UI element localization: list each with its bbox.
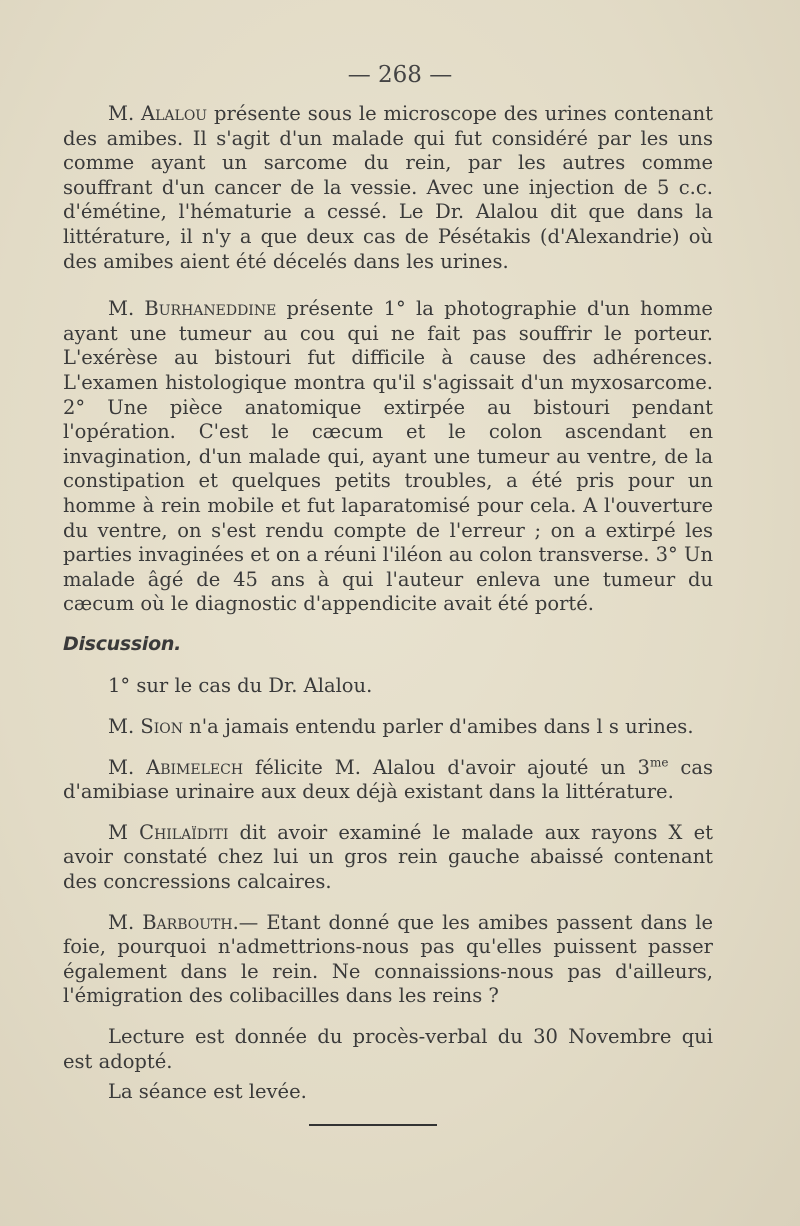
paragraph-burhaneddine bbox=[63, 297, 713, 617]
speaker-name: M. Alalou bbox=[108, 102, 208, 125]
paragraph-alalou bbox=[63, 102, 713, 274]
speaker-name: M. Barbouth. bbox=[108, 910, 239, 934]
speaker-name: M. Sion bbox=[108, 715, 183, 739]
end-rule bbox=[309, 1124, 437, 1126]
paragraph-closing: La séance est levée. bbox=[108, 1080, 307, 1104]
discussion-heading: Discussion. bbox=[63, 632, 182, 655]
paragraph-lecture: Lecture est donnée du procès-verbal du 30 Novembre qui est adopté. bbox=[63, 1025, 713, 1073]
speaker-name: M. Burhaneddine bbox=[108, 297, 277, 321]
paragraph-text: cas d'amibiase urinaire aux deux déjà existant dans la littérature. bbox=[63, 755, 713, 804]
paragraph-text: — Etant donné que les amibes passent dans le foie, pourquoi n'admettrions-nous pas qu'elles puissent passer également dans le rein. Ne connaissions-nous pas d'ailleurs, l'émigration des colibacilles dans les reins ? bbox=[63, 910, 713, 1008]
paragraph-text: dit avoir examiné le malade aux rayons X et avoir constaté chez lui un gros rein gauche abaissé contenant des concressions calcaires. bbox=[63, 820, 713, 894]
body-text bbox=[63, 102, 713, 1105]
paragraph-case: 1° sur le cas du Dr. Alalou. bbox=[108, 674, 373, 698]
paragraph-text: n'a jamais entendu parler d'amibes dans l s urines. bbox=[182, 715, 694, 739]
paragraph-sion bbox=[63, 715, 713, 740]
paragraph-text: présente sous le microscope des urines contenant des amibes. Il s'agit d'un malade qui fut considéré par les uns comme ayant un sarcome du rein, par les autres comme souffrant d'un cancer de la vessie. Avec une injection de 5 c.c. d'émétine, l'hématurie a cessé. Le Dr. Alalou dit que dans la littérature, il n'y a que deux cas de Pésétakis (d'Alexandrie) où des amibes aient été décelés dans les urines. bbox=[63, 102, 713, 273]
paragraph-abimelech bbox=[63, 756, 713, 805]
paragraph-chilaiditi bbox=[63, 821, 713, 895]
superscript: me bbox=[649, 755, 669, 770]
paragraph-text: présente 1° la photographie d'un homme ayant une tumeur au cou qui ne fait pas souffrir le porteur. L'exérèse au bistouri fut difficile à cause des adhérences. L'examen histologique montra qu'il s'agissait d'un myxosarcome. 2° Une pièce anatomique extirpée au bistouri pendant l'opération. C'est le cæcum et le colon ascendant en invagination, d'un malade qui, ayant une tumeur au ventre, de la constipation et quelques petits troubles, a été pris pour un homme à rein mobile et fut laparatomisé pour cela. A l'ouverture du ventre, on s'est rendu compte de l'erreur ; on a extirpé les parties invaginées et on a réuni l'iléon au colon transverse. 3° Un malade âgé de 45 ans à qui l'auteur enleva une tumeur du cæcum où le diagnostic d'appendicite avait été porté. bbox=[63, 297, 713, 616]
speaker-name: M. Abimelech bbox=[108, 755, 244, 779]
paragraph-barbouth bbox=[63, 911, 713, 1009]
page-number: — 268 — bbox=[347, 62, 453, 88]
speaker-name: M Chilaïditi bbox=[108, 820, 229, 844]
paragraph-text: félicite M. Alalou d'avoir ajouté un 3 bbox=[243, 755, 650, 779]
